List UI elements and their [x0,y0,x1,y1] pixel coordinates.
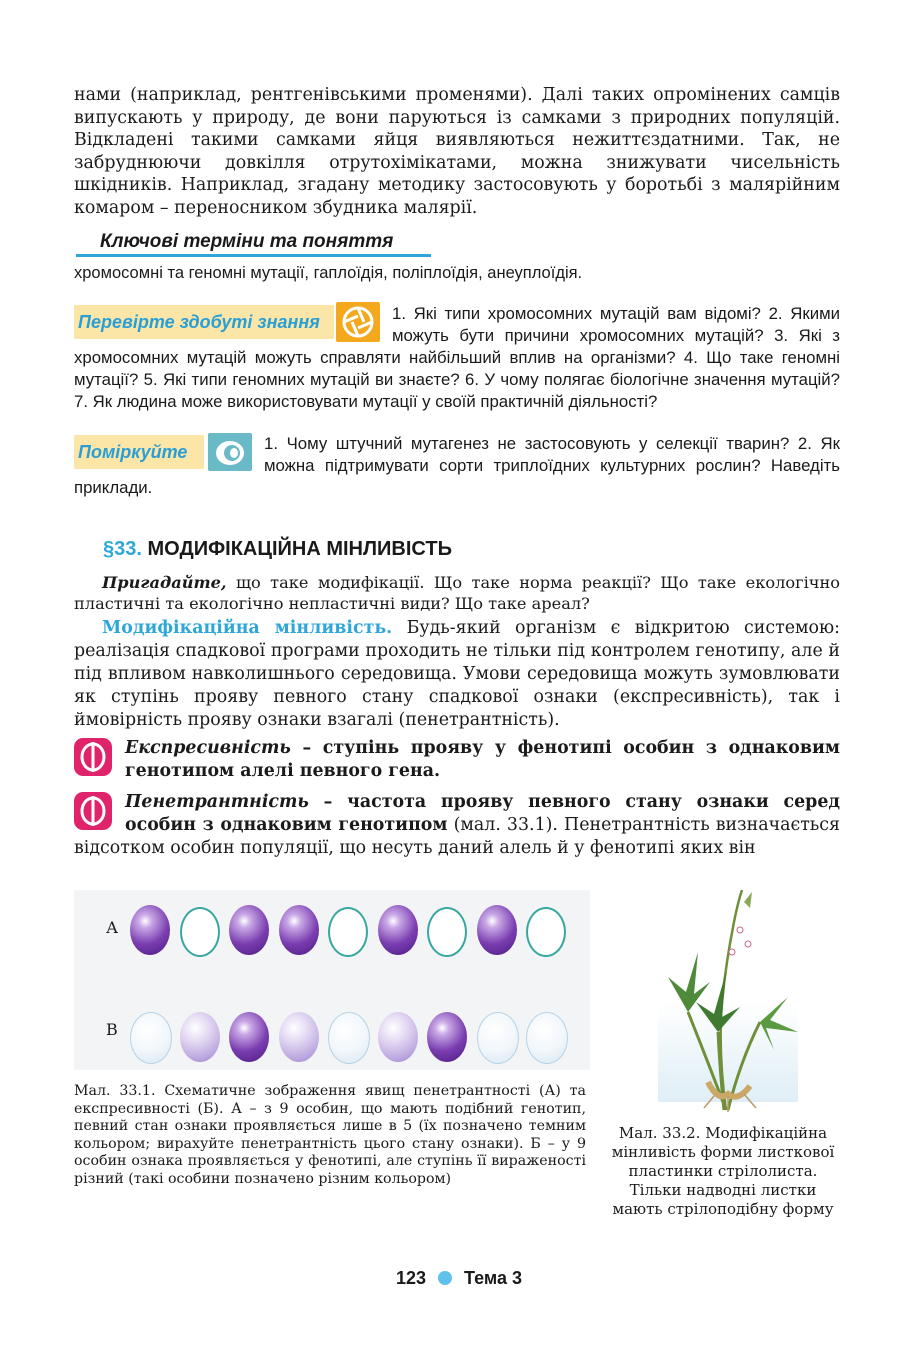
individual-dark-oval [378,905,418,955]
mod-text: Будь-який організм є відкритою системою: реалізація спадкової програми проходить не тільки під контролем генотипу, але й під впливом навколишнього середовища. Умови середовища можуть зумовлювати як ступінь прояву певного стану спадкової ознаки (експресивність), так і ймовірність прояву ознаки взагалі (пенетрантність). [74,618,841,730]
individual-dark-oval [477,905,517,955]
check-knowledge-label: Перевірте здобуті знання [74,305,334,339]
individual-outline-oval [180,907,220,957]
individual-outline-oval [427,907,467,957]
definition-penetrance [74,791,840,860]
figure-33-1-caption: Мал. 33.1. Схематичне зображення явищ пенетрантності (А) та експресивності (Б). А – з 9 особин, що мають подібний генотип, певний стан ознаки проявляється лише в 5 (їх позначено темним кольором; вирахуйте пенетрантність цього стану ознаки). Б – у 9 особин ознака проявляється у фенотипі, але ступінь її вираженості різний (такі особини позначено різним кольором) [74,1083,586,1187]
mod-lead: Модифікаційна мінливість. [102,618,393,638]
individual-dark-oval [427,1012,467,1062]
penetrance-bold-text: – частота прояву певного стану ознаки серед особин з однаковим генотипом [125,792,840,835]
individual-white-oval [130,1012,172,1064]
individual-white-oval [526,1012,568,1064]
penetrance-row [130,905,590,985]
individual-dark-oval [130,905,170,955]
section-heading: МОДИФІКАЦІЙНА МІНЛИВІСТЬ [147,538,452,560]
think-label: Поміркуйте [74,435,204,469]
penetrance-text: (мал. 33.1). Пенетрантність визначається відсотком особин популяції, що несуть даний алель й у фенотипі яких він [74,815,840,858]
individual-light-oval [180,1012,220,1062]
page-number: 123 [395,1268,427,1288]
individual-outline-oval [328,907,368,957]
recall-paragraph [74,572,840,614]
expressivity-term: Експресивність [125,738,291,758]
section-title [103,538,452,561]
topic-label: Тема 3 [464,1268,523,1288]
definition-marker-icon [74,738,112,776]
recall-text: що таке модифікації. Що таке норма реакції? Що таке екологічно пластичні та екологічно непластичні види? Що таке ареал? [74,573,840,613]
check-knowledge-text: 1. Які типи хромосомних мутацій вам відомі? 2. Якими можуть бути причини хромосомних мутацій? 3. Які з хромосомних мутацій можуть справляти найбільший вплив на організми? 4. Що таке геномні мутації? 5. Які типи геномних мутацій ви знаєте? 6. У чому полягає біологічне значення мутацій? 7. Як людина може використовувати мутації у своїй практичній діяльності? [74,304,840,411]
individual-light-oval [378,1012,418,1062]
page-footer [0,1268,918,1289]
individual-white-oval [328,1012,370,1064]
individual-dark-oval [229,1012,269,1062]
row-b-label: В [106,1020,118,1039]
section-number: §33. [103,538,142,560]
expressivity-text: – ступінь прояву у фенотипі особин з однаковим генотипом алелі певного гена. [125,738,840,781]
recall-lead: Пригадайте, [102,573,227,592]
think-text: 1. Чому штучний мутагенез не застосовують у селекції тварин? 2. Як можна підтримувати сорти триплоїдних культурних рослин? Наведіть приклади. [74,434,840,497]
individual-dark-oval [229,905,269,955]
figure-33-2-caption: Мал. 33.2. Модифікаційна мінливість форми листкової пластинки стрілолиста. Тільки надводні листки мають стрілоподібну форму [611,1124,835,1218]
mod-paragraph [74,617,840,732]
arrowhead-plant-illustration [648,882,808,1114]
definition-expressivity [125,737,840,783]
expressivity-row [130,1012,590,1092]
key-terms-title: Ключові терміни та поняття [100,231,394,252]
key-terms-underline [76,254,431,257]
individual-outline-oval [526,907,566,957]
row-a-label: А [106,918,119,937]
individual-dark-oval [279,905,319,955]
bullet-dot-icon [438,1271,452,1285]
key-terms-text: хромосомні та геномні мутації, гаплоїдія, поліплоїдія, анеуплоїдія. [74,264,583,282]
individual-light-oval [279,1012,319,1062]
penetrance-term: Пенетрантність [125,792,309,812]
individual-white-oval [477,1012,519,1064]
intro-paragraph: нами (наприклад, рентгенівськими променями). Далі таких опромінених самців випускають у природу, де вони паруються із самками з природних популяцій. Відкладені такими самками яйця виявляються нежиттєздатними. Так, не забруднюючи довкілля отрутохімікатами, можна знижувати чисельність шкідників. Наприклад, згадану методику застосовують у боротьбі з малярійним комаром – переносником збудника малярії. [74,85,840,218]
